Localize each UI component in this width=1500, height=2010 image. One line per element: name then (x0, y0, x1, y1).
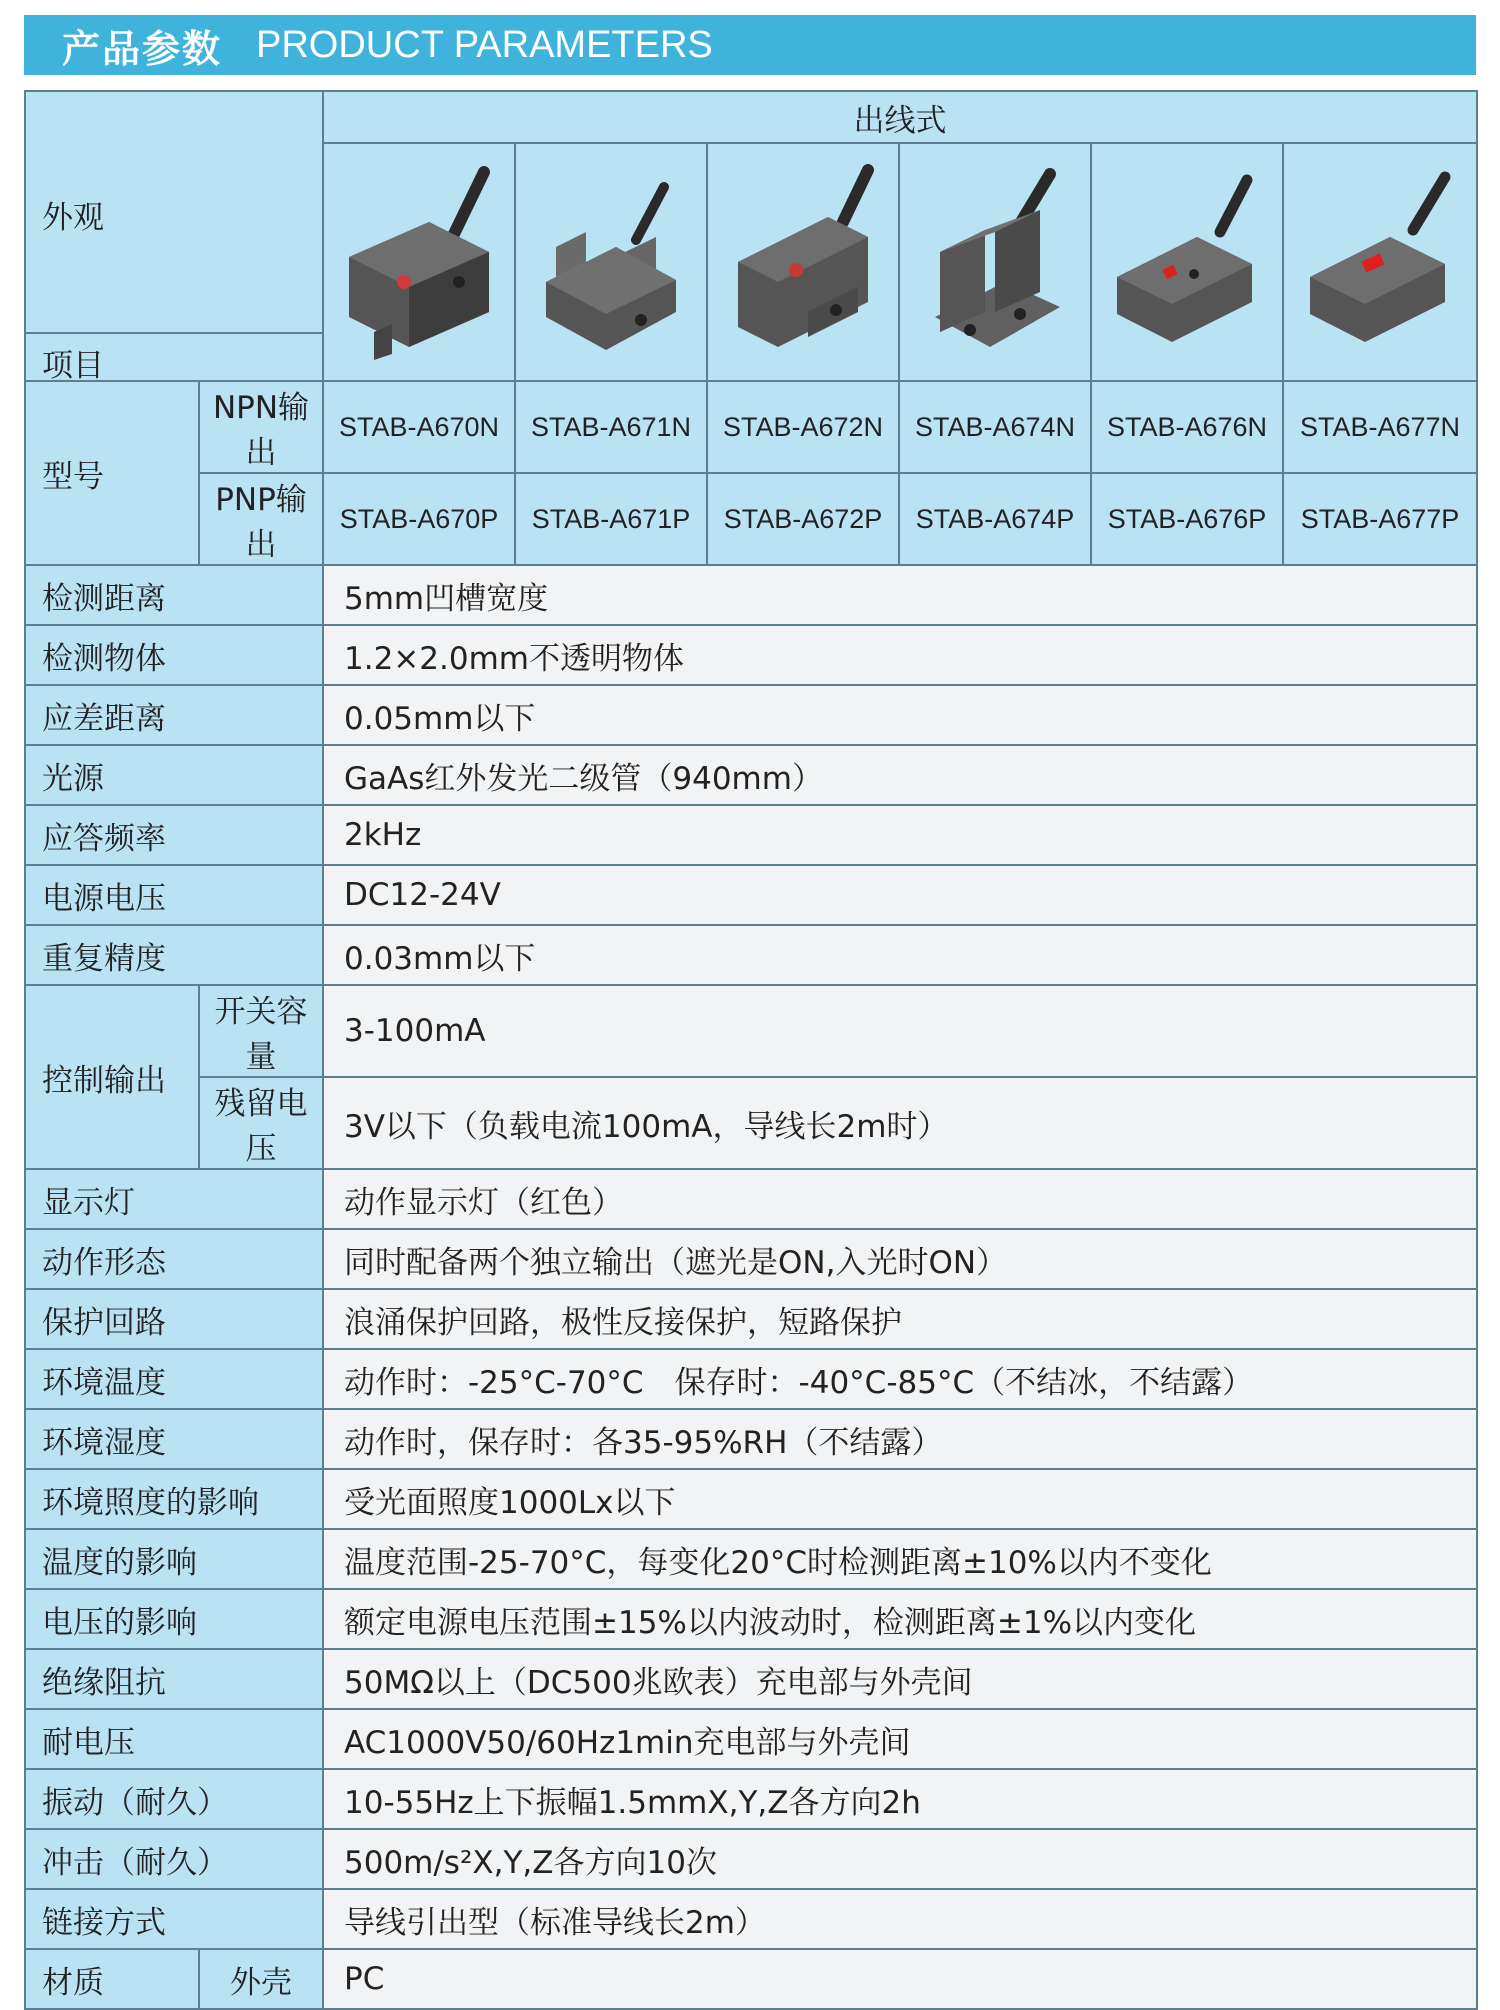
spec-row-repeat-accuracy (25, 925, 1477, 985)
spec-label: 重复精度 (25, 925, 323, 985)
spec-row-detect-object (25, 625, 1477, 685)
spec-value: 5mm凹槽宽度 (323, 565, 1477, 625)
spec-row-control-output (25, 985, 1477, 1077)
appearance-label: 外观 (42, 200, 104, 236)
spec-value: 50MΩ以上（DC500兆欧表）充电部与外壳间 (323, 1649, 1477, 1709)
spec-label: 温度的影响 (25, 1529, 323, 1589)
spec-value: 额定电源电压范围±15%以内波动时，检测距离±1%以内变化 (323, 1589, 1477, 1649)
spec-row-material (25, 1949, 1477, 2009)
item-label: 项目 (42, 348, 104, 384)
spec-label: 电压的影响 (25, 1589, 323, 1649)
spec-label: 显示灯 (25, 1169, 323, 1229)
header-title-cn: 产品参数 (62, 26, 223, 71)
spec-value: AC1000V50/60Hz1min充电部与外壳间 (323, 1709, 1477, 1769)
slot-sensor-a674-icon (910, 162, 1080, 362)
spec-label: 耐电压 (25, 1709, 323, 1769)
spec-row-protection (25, 1289, 1477, 1349)
spec-row-temp-effect (25, 1529, 1477, 1589)
appearance-label-cell (25, 91, 323, 384)
spec-value: 500m/s²X,Y,Z各方向10次 (323, 1829, 1477, 1889)
slot-sensor-a671-icon (526, 162, 696, 362)
spec-label: 环境湿度 (25, 1409, 323, 1469)
spec-table (24, 90, 1478, 2010)
spec-row-detect-distance (25, 565, 1477, 625)
spec-row-ambient-humidity (25, 1409, 1477, 1469)
model-npn-2: STAB-A671N (515, 381, 707, 473)
model-npn-1: STAB-A670N (323, 381, 515, 473)
spec-label: 振动（耐久） (25, 1769, 323, 1829)
spec-value: PC (323, 1949, 1477, 2009)
spec-value: 动作时，保存时：各35-95%RH（不结露） (323, 1409, 1477, 1469)
spec-value: 0.03mm以下 (323, 925, 1477, 985)
spec-value: 导线引出型（标准导线长2m） (323, 1889, 1477, 1949)
spec-label: 链接方式 (25, 1889, 323, 1949)
model-npn-6: STAB-A677N (1283, 381, 1477, 473)
spec-label: 光源 (25, 745, 323, 805)
spec-value: 0.05mm以下 (323, 685, 1477, 745)
product-image-a670 (323, 143, 515, 381)
spec-label: 电源电压 (25, 865, 323, 925)
spec-row-voltage-effect (25, 1589, 1477, 1649)
spec-row-withstand-voltage (25, 1709, 1477, 1769)
spec-value: 3V以下（负载电流100mA，导线长2m时） (323, 1077, 1477, 1169)
model-pnp-4: STAB-A674P (899, 473, 1091, 565)
spec-label: 检测物体 (25, 625, 323, 685)
spec-row-power-voltage (25, 865, 1477, 925)
slot-sensor-a670-icon (334, 162, 504, 362)
spec-label: 材质 (25, 1949, 199, 2009)
spec-row-light-source (25, 745, 1477, 805)
spec-sub-label: 开关容量 (199, 985, 323, 1077)
spec-value: 浪涌保护回路，极性反接保护，短路保护 (323, 1289, 1477, 1349)
product-image-a677 (1283, 143, 1477, 381)
spec-row-ambient-light (25, 1469, 1477, 1529)
header-title-en: PRODUCT PARAMETERS (256, 23, 713, 66)
spec-row-connection (25, 1889, 1477, 1949)
spec-label: 保护回路 (25, 1289, 323, 1349)
slot-sensor-a676-icon (1102, 162, 1272, 362)
spec-value: 同时配备两个独立输出（遮光是ON,入光时ON） (323, 1229, 1477, 1289)
spec-row-shock (25, 1829, 1477, 1889)
product-image-a676 (1091, 143, 1283, 381)
spec-value: 2kHz (323, 805, 1477, 865)
spec-row-vibration (25, 1769, 1477, 1829)
type-header: 出线式 (323, 91, 1477, 143)
model-pnp-5: STAB-A676P (1091, 473, 1283, 565)
page-header (24, 15, 1476, 75)
spec-value: GaAs红外发光二级管（940mm） (323, 745, 1477, 805)
product-image-a672 (707, 143, 899, 381)
spec-label: 动作形态 (25, 1229, 323, 1289)
spec-value: 受光面照度1000Lx以下 (323, 1469, 1477, 1529)
spec-value: 动作显示灯（红色） (323, 1169, 1477, 1229)
spec-value: 3-100mA (323, 985, 1477, 1077)
spec-label: 控制输出 (25, 985, 199, 1169)
model-npn-4: STAB-A674N (899, 381, 1091, 473)
spec-label: 环境温度 (25, 1349, 323, 1409)
spec-row-hysteresis (25, 685, 1477, 745)
model-pnp-2: STAB-A671P (515, 473, 707, 565)
spec-row-indicator (25, 1169, 1477, 1229)
model-npn-5: STAB-A676N (1091, 381, 1283, 473)
spec-value: 10-55Hz上下振幅1.5mmX,Y,Z各方向2h (323, 1769, 1477, 1829)
spec-label: 应差距离 (25, 685, 323, 745)
model-pnp-3: STAB-A672P (707, 473, 899, 565)
spec-label: 绝缘阻抗 (25, 1649, 323, 1709)
spec-row-operation-mode (25, 1229, 1477, 1289)
product-image-a671 (515, 143, 707, 381)
spec-row-residual-voltage (25, 1077, 1477, 1169)
spec-value: DC12-24V (323, 865, 1477, 925)
spec-sub-label: 外壳 (199, 1949, 323, 2009)
model-npn-3: STAB-A672N (707, 381, 899, 473)
spec-label: 应答频率 (25, 805, 323, 865)
spec-label: 检测距离 (25, 565, 323, 625)
spec-label: 冲击（耐久） (25, 1829, 323, 1889)
spec-row-insulation (25, 1649, 1477, 1709)
spec-row-ambient-temp (25, 1349, 1477, 1409)
model-pnp-1: STAB-A670P (323, 473, 515, 565)
spec-label: 环境照度的影响 (25, 1469, 323, 1529)
spec-row-response-freq (25, 805, 1477, 865)
model-pnp-6: STAB-A677P (1283, 473, 1477, 565)
spec-sub-label: 残留电压 (199, 1077, 323, 1169)
pnp-label: PNP输出 (199, 473, 323, 565)
model-label: 型号 (25, 381, 199, 565)
product-image-a674 (899, 143, 1091, 381)
spec-value: 动作时：-25°C-70°C 保存时：-40°C-85°C（不结冰，不结露） (323, 1349, 1477, 1409)
slot-sensor-a672-icon (718, 162, 888, 362)
spec-value: 温度范围-25-70°C，每变化20°C时检测距离±10%以内不变化 (323, 1529, 1477, 1589)
spec-value: 1.2×2.0mm不透明物体 (323, 625, 1477, 685)
npn-label: NPN输出 (199, 381, 323, 473)
slot-sensor-a677-icon (1295, 162, 1465, 362)
